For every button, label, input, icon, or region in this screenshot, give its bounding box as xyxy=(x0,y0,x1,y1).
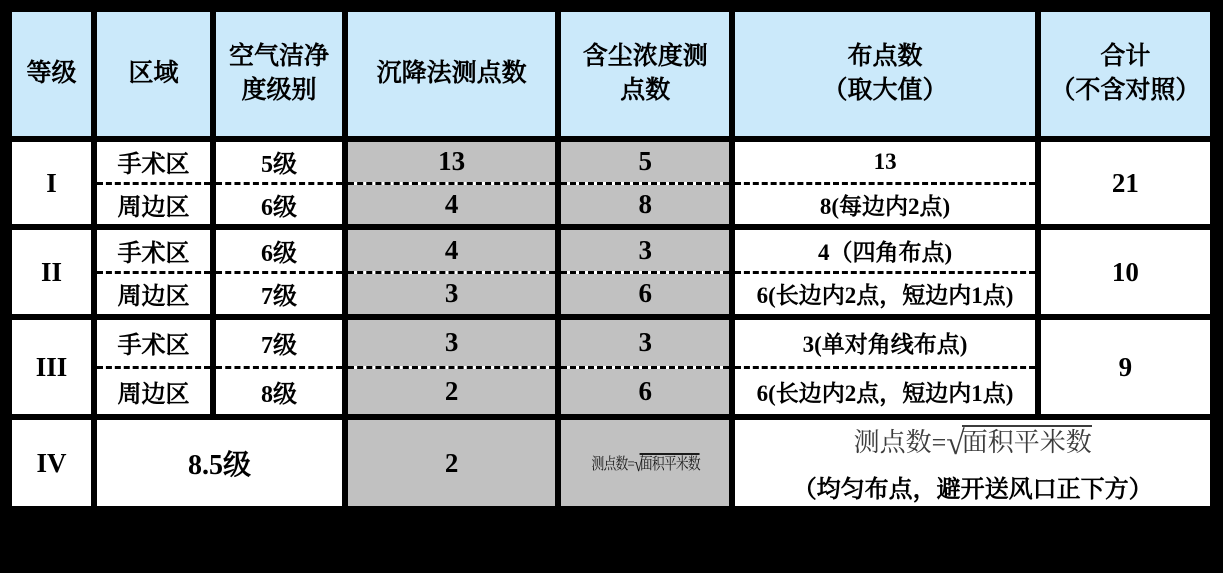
header-grade: 等级 xyxy=(9,9,94,139)
header-cleanliness xyxy=(213,9,345,139)
formula-radicand: 面积平米数 xyxy=(962,425,1092,457)
air-cleanliness-test-points-table xyxy=(6,6,1216,512)
settlement-count-cell: 2 xyxy=(345,367,558,417)
formula-radicand: 面积平米数 xyxy=(639,453,699,473)
grade-1-row-surgical xyxy=(9,139,1213,183)
grade-3-row-surrounding xyxy=(9,367,1213,417)
dust-count-cell: 3 xyxy=(558,227,732,272)
grade-2-row-surrounding xyxy=(9,272,1213,317)
zone-cell: 手术区 xyxy=(94,317,213,367)
layout-note: （均匀布点，避开送风口正下方） xyxy=(792,476,1153,503)
sqrt-formula xyxy=(854,422,1092,463)
grade-cell: II xyxy=(9,227,94,317)
cleanliness-level-cell: 7级 xyxy=(213,317,345,367)
total-cell: 10 xyxy=(1038,227,1213,317)
total-cell: 9 xyxy=(1038,317,1213,417)
header-total xyxy=(1038,9,1213,139)
layout-points-formula-cell xyxy=(732,417,1213,509)
header-row xyxy=(9,9,1213,139)
header-dust-line2: 点数 xyxy=(620,77,671,104)
dust-count-cell: 6 xyxy=(558,367,732,417)
dust-count-formula-cell xyxy=(558,417,732,509)
grade-3-row-surgical xyxy=(9,317,1213,367)
total-cell: 21 xyxy=(1038,139,1213,227)
header-layout-points xyxy=(732,9,1037,139)
grade-cell: III xyxy=(9,317,94,417)
sqrt-formula xyxy=(591,451,699,477)
grade-1-row-surrounding xyxy=(9,183,1213,227)
grade-cell: IV xyxy=(9,417,94,509)
cleanliness-level-cell: 6级 xyxy=(213,227,345,272)
grade-cell: I xyxy=(9,139,94,227)
dust-count-cell: 8 xyxy=(558,183,732,227)
settlement-count-cell: 4 xyxy=(345,183,558,227)
layout-points-cell: 3(单对角线布点) xyxy=(732,317,1037,367)
cleanliness-level-cell: 5级 xyxy=(213,139,345,183)
header-cleanliness-line1: 空气洁净 xyxy=(228,43,329,71)
zone-cell: 手术区 xyxy=(94,139,213,183)
layout-points-cell: 6(长边内2点，短边内1点) xyxy=(732,367,1037,417)
settlement-count-cell: 3 xyxy=(345,272,558,317)
cleanliness-level-merged-cell: 8.5级 xyxy=(94,417,345,509)
layout-points-cell: 4（四角布点) xyxy=(732,227,1037,272)
zone-cell: 周边区 xyxy=(94,367,213,417)
header-dust-concentration-points xyxy=(558,9,732,139)
dust-count-cell: 3 xyxy=(558,317,732,367)
grade-2-row-surgical xyxy=(9,227,1213,272)
zone-cell: 周边区 xyxy=(94,272,213,317)
layout-points-cell: 8(每边内2点) xyxy=(732,183,1037,227)
cleanliness-level-cell: 6级 xyxy=(213,183,345,227)
formula-prefix: 测点数= xyxy=(853,428,947,458)
settlement-count-cell: 4 xyxy=(345,227,558,272)
header-settlement-points: 沉降法测点数 xyxy=(345,9,558,139)
zone-cell: 周边区 xyxy=(94,183,213,227)
header-layout-points-line2: （取大值） xyxy=(822,77,948,104)
header-layout-points-line1: 布点数 xyxy=(847,43,923,71)
sqrt-radical-icon: √ xyxy=(946,424,965,462)
zone-cell: 手术区 xyxy=(94,227,213,272)
header-cleanliness-line2: 度级别 xyxy=(241,77,317,104)
header-total-line2: （不含对照） xyxy=(1050,77,1201,104)
dust-count-cell: 5 xyxy=(558,139,732,183)
settlement-count-cell: 2 xyxy=(345,417,558,509)
header-zone: 区域 xyxy=(94,9,213,139)
dust-count-cell: 6 xyxy=(558,272,732,317)
settlement-count-cell: 13 xyxy=(345,139,558,183)
settlement-count-cell: 3 xyxy=(345,317,558,367)
layout-points-cell: 6(长边内2点，短边内1点) xyxy=(732,272,1037,317)
sqrt-radical-icon: √ xyxy=(633,452,642,476)
header-total-line1: 合计 xyxy=(1100,43,1151,71)
cleanliness-level-cell: 7级 xyxy=(213,272,345,317)
cleanliness-level-cell: 8级 xyxy=(213,367,345,417)
grade-4-row xyxy=(9,417,1213,509)
header-dust-line1: 含尘浓度测 xyxy=(582,43,708,71)
layout-points-cell: 13 xyxy=(732,139,1037,183)
formula-prefix: 测点数= xyxy=(591,456,634,474)
